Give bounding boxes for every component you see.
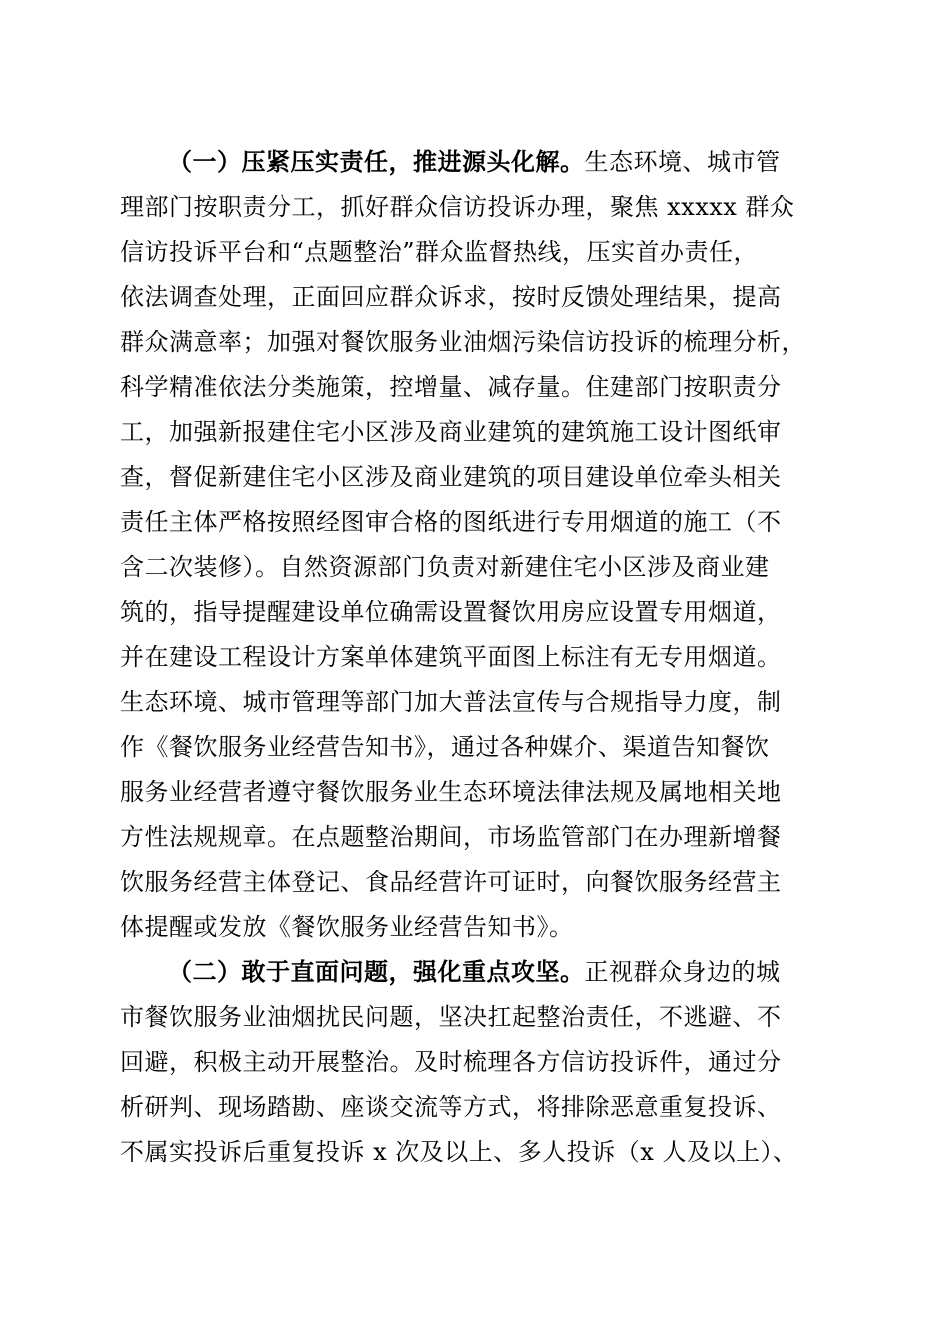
paragraph-1-line: 工，加强新报建住宅小区涉及商业建筑的建筑施工设计图纸审 (120, 418, 782, 446)
paragraph-1-heading: （一）压紧压实责任，推进源头化解。 (168, 147, 585, 176)
paragraph-1-line: 理部门按职责分工，抓好群众信访投诉办理，聚焦 xxxxx 群众 (120, 193, 795, 221)
paragraph-1-line: 生态环境、城市管理等部门加大普法宣传与合规指导力度，制 (120, 688, 782, 716)
paragraph-2-line-1 (168, 950, 888, 994)
paragraph-1-line: 查，督促新建住宅小区涉及商业建筑的项目建设单位牵头相关 (120, 463, 782, 491)
paragraph-2-line: 回避，积极主动开展整治。及时梳理各方信访投诉件，通过分 (120, 1048, 782, 1076)
paragraph-2-line: 析研判、现场踏勘、座谈交流等方式，将排除恶意重复投诉、 (120, 1093, 782, 1121)
paragraph-1-line: 信访投诉平台和“点题整治”群众监督热线，压实首办责任， (120, 238, 759, 266)
paragraph-1-line: 饮服务经营主体登记、食品经营许可证时，向餐饮服务经营主 (120, 868, 782, 896)
paragraph-1-first-line-text: 生态环境、城市管 (584, 148, 781, 176)
paragraph-1-line: 体提醒或发放《餐饮服务业经营告知书》。 (120, 913, 574, 941)
paragraph-1-line: 依法调查处理，正面回应群众诉求，按时反馈处理结果，提高 (120, 283, 782, 311)
paragraph-1-line: 作《餐饮服务业经营告知书》，通过各种媒介、渠道告知餐饮 (120, 733, 770, 761)
paragraph-1-line: 并在建设工程设计方案单体建筑平面图上标注有无专用烟道。 (120, 643, 782, 671)
paragraph-1-line: 服务业经营者遵守餐饮服务业生态环境法律法规及属地相关地 (120, 778, 782, 806)
paragraph-2-line: 不属实投诉后重复投诉 x 次及以上、多人投诉（x 人及以上）、 (120, 1138, 798, 1166)
paragraph-1-line: 方性法规规章。在点题整治期间，市场监管部门在办理新增餐 (120, 823, 782, 851)
paragraph-1-line: 含二次装修）。自然资源部门负责对新建住宅小区涉及商业建 (120, 553, 770, 581)
paragraph-2-first-line-text: 正视群众身边的城 (584, 958, 781, 986)
paragraph-1-line: 群众满意率；加强对餐饮服务业油烟污染信访投诉的梳理分析， (120, 328, 806, 356)
paragraph-2-heading: （二）敢于直面问题，强化重点攻坚。 (168, 957, 585, 986)
paragraph-1-line-1 (168, 140, 888, 184)
paragraph-1-line: 筑的，指导提醒建设单位确需设置餐饮用房应设置专用烟道， (120, 598, 782, 626)
paragraph-2-line: 市餐饮服务业油烟扰民问题，坚决扛起整治责任，不逃避、不 (120, 1003, 782, 1031)
paragraph-1-line: 责任主体严格按照经图审合格的图纸进行专用烟道的施工（不 (120, 508, 782, 536)
paragraph-1-line: 科学精准依法分类施策，控增量、减存量。住建部门按职责分 (120, 373, 782, 401)
